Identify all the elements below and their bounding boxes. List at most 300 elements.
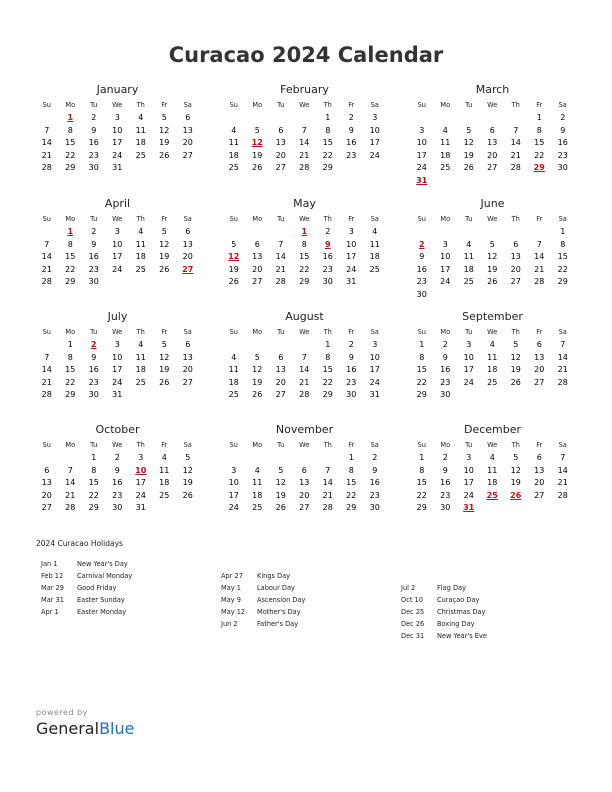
- day: 29: [322, 390, 333, 399]
- day: 10: [369, 125, 380, 135]
- empty-day: [410, 226, 434, 239]
- day: 3: [114, 113, 120, 122]
- day: 11: [440, 138, 451, 147]
- day: 14: [275, 252, 286, 261]
- day: 3: [466, 340, 472, 349]
- weekday-header: Su: [42, 215, 51, 223]
- day: 14: [557, 465, 568, 475]
- day: 5: [254, 352, 260, 362]
- day: 28: [65, 503, 76, 512]
- day: 26: [463, 163, 474, 172]
- day: 22: [557, 264, 568, 274]
- day: 17: [369, 138, 380, 147]
- day: 29: [322, 163, 333, 172]
- day: 12: [487, 252, 498, 261]
- day: 5: [231, 239, 237, 249]
- day: 17: [112, 365, 123, 374]
- day: 16: [557, 138, 568, 147]
- day: 16: [322, 252, 333, 261]
- day: 23: [88, 264, 99, 274]
- day: 26: [252, 390, 263, 399]
- day: 24: [112, 377, 123, 387]
- weekday-header: Sa: [558, 101, 567, 109]
- day: 17: [135, 478, 146, 487]
- weekday-header: Mo: [440, 101, 451, 109]
- day: 2: [560, 113, 566, 122]
- empty-day: [35, 452, 59, 465]
- empty-day: [269, 452, 293, 465]
- day: 10: [112, 125, 123, 135]
- day: 26: [159, 264, 170, 274]
- day: 4: [489, 453, 495, 462]
- day: 16: [369, 478, 380, 487]
- day: 19: [463, 150, 474, 160]
- day: 5: [161, 227, 167, 236]
- holiday-day: 26: [510, 490, 522, 500]
- day: 5: [513, 453, 519, 462]
- day: 6: [185, 113, 191, 122]
- day: 26: [252, 163, 263, 172]
- day: 25: [369, 264, 380, 274]
- holiday-name: Father's Day: [257, 620, 299, 628]
- empty-day: [528, 226, 552, 239]
- holiday-date: May 9: [221, 596, 241, 604]
- holiday-day: 2: [418, 239, 425, 249]
- day: 5: [254, 125, 260, 135]
- holiday-day: 9: [324, 239, 331, 249]
- page-title: Curacao 2024 Calendar: [168, 43, 444, 67]
- month-may: [222, 197, 387, 289]
- day: 11: [463, 252, 474, 261]
- weekday-header: Tu: [465, 101, 473, 109]
- day: 20: [534, 365, 545, 374]
- day: 23: [88, 150, 99, 160]
- day: 7: [301, 352, 307, 362]
- holiday-date: Feb 12: [41, 572, 64, 580]
- empty-day: [293, 339, 317, 352]
- day: 8: [419, 465, 425, 475]
- empty-day: [246, 226, 270, 239]
- weekday-header: Th: [136, 328, 145, 336]
- day: 19: [275, 490, 286, 500]
- day: 5: [185, 453, 191, 462]
- day: 8: [419, 352, 425, 362]
- day: 20: [182, 138, 193, 147]
- holiday-row: [401, 582, 487, 594]
- weekday-header: Su: [42, 441, 51, 449]
- day: 1: [419, 340, 425, 349]
- day: 21: [534, 264, 545, 274]
- month-december: [410, 423, 575, 515]
- day: 3: [231, 465, 237, 475]
- day: 25: [487, 377, 498, 387]
- weekday-header: Sa: [370, 101, 379, 109]
- day: 17: [440, 264, 451, 274]
- day: 10: [416, 138, 427, 147]
- day: 23: [112, 490, 123, 500]
- day: 21: [557, 478, 568, 487]
- day: 15: [65, 252, 76, 261]
- brand-logo: [36, 719, 134, 738]
- day: 24: [440, 277, 451, 286]
- day: 21: [65, 490, 76, 500]
- day: 22: [322, 377, 333, 387]
- weekday-header: Mo: [252, 215, 263, 223]
- day: 23: [322, 264, 333, 274]
- weekday-header: Tu: [465, 328, 473, 336]
- brand-name-blue: Blue: [99, 719, 135, 738]
- holiday-date: Dec 31: [401, 632, 425, 640]
- month-name: May: [293, 197, 316, 210]
- day: 5: [489, 239, 495, 249]
- empty-day: [35, 112, 59, 125]
- weekday-header: Su: [417, 441, 426, 449]
- day: 23: [557, 150, 568, 160]
- day: 13: [487, 138, 498, 147]
- day: 13: [534, 352, 545, 362]
- day: 19: [159, 252, 170, 261]
- day: 22: [534, 150, 545, 160]
- empty-day: [246, 112, 270, 125]
- holiday-day: 1: [67, 227, 74, 236]
- day: 2: [91, 227, 97, 236]
- day: 3: [466, 453, 472, 462]
- empty-day: [222, 339, 246, 352]
- weekday-header: Th: [323, 215, 332, 223]
- day: 2: [114, 453, 120, 462]
- day: 16: [346, 138, 357, 147]
- holiday-row: [41, 582, 132, 594]
- weekday-header: Th: [323, 441, 332, 449]
- month-april: [35, 197, 200, 289]
- empty-day: [35, 226, 59, 239]
- day: 24: [346, 264, 357, 274]
- month-name: October: [95, 423, 140, 436]
- day: 14: [322, 478, 333, 487]
- day: 2: [372, 453, 378, 462]
- weekday-header: Th: [323, 328, 332, 336]
- empty-day: [222, 112, 246, 125]
- day: 16: [440, 365, 451, 374]
- day: 28: [41, 163, 52, 172]
- weekday-header: Su: [229, 441, 238, 449]
- holiday-column: [221, 570, 305, 630]
- weekday-header: Sa: [370, 441, 379, 449]
- day: 29: [65, 163, 76, 172]
- day: 27: [534, 377, 545, 387]
- month-name: March: [475, 83, 510, 96]
- day: 21: [299, 150, 310, 160]
- weekday-header: Sa: [183, 328, 192, 336]
- holiday-date: Apr 1: [41, 608, 59, 616]
- day: 4: [138, 227, 144, 236]
- weekday-header: Fr: [161, 101, 168, 109]
- weekday-header: Fr: [348, 328, 355, 336]
- weekday-header: Fr: [536, 215, 543, 223]
- day: 7: [278, 239, 284, 249]
- weekday-header: Tu: [90, 101, 98, 109]
- empty-day: [457, 112, 481, 125]
- day: 13: [275, 365, 286, 374]
- weekday-header: We: [487, 328, 498, 336]
- month-name: September: [462, 310, 523, 323]
- holiday-date: May 1: [221, 584, 241, 592]
- holiday-row: [41, 594, 132, 606]
- weekday-header: Tu: [277, 328, 285, 336]
- holiday-row: [221, 570, 305, 582]
- day: 21: [41, 264, 52, 274]
- day: 26: [159, 150, 170, 160]
- day: 3: [348, 227, 354, 236]
- day: 12: [510, 352, 521, 362]
- weekday-header: Fr: [348, 441, 355, 449]
- day: 21: [41, 150, 52, 160]
- day: 25: [135, 377, 146, 387]
- day: 17: [112, 138, 123, 147]
- weekday-header: We: [487, 101, 498, 109]
- day: 15: [65, 365, 76, 374]
- day: 31: [369, 390, 380, 399]
- holiday-day: 25: [486, 490, 498, 500]
- day: 2: [348, 340, 354, 349]
- holiday-name: New Year's Eve: [437, 632, 487, 640]
- day: 26: [487, 277, 498, 286]
- day: 29: [88, 503, 99, 512]
- day: 27: [182, 150, 193, 160]
- day: 28: [275, 277, 286, 286]
- day: 8: [560, 239, 566, 249]
- day: 17: [463, 365, 474, 374]
- day: 7: [536, 239, 542, 249]
- day: 24: [416, 163, 427, 172]
- holiday-day: 31: [416, 175, 428, 185]
- day: 7: [67, 465, 73, 475]
- day: 16: [88, 138, 99, 147]
- weekday-header: Mo: [440, 441, 451, 449]
- day: 23: [88, 377, 99, 387]
- empty-day: [481, 226, 505, 239]
- day: 4: [442, 125, 448, 135]
- day: 28: [557, 490, 568, 500]
- holiday-row: [401, 630, 487, 642]
- day: 25: [228, 390, 239, 399]
- holiday-day: 29: [533, 163, 545, 172]
- day: 24: [463, 490, 474, 500]
- empty-day: [434, 112, 458, 125]
- weekday-header: Fr: [348, 215, 355, 223]
- day: 27: [275, 390, 286, 399]
- day: 4: [161, 453, 167, 462]
- holiday-date: Dec 26: [401, 620, 425, 628]
- day: 9: [348, 352, 354, 362]
- day: 24: [463, 377, 474, 387]
- weekday-header: Tu: [465, 441, 473, 449]
- day: 26: [159, 377, 170, 387]
- holiday-date: Mar 31: [41, 596, 64, 604]
- day: 19: [159, 365, 170, 374]
- weekday-header: Mo: [252, 441, 263, 449]
- day: 28: [299, 390, 310, 399]
- day: 17: [416, 150, 427, 160]
- day: 10: [346, 239, 357, 249]
- empty-day: [434, 226, 458, 239]
- day: 7: [44, 125, 50, 135]
- day: 11: [252, 478, 263, 487]
- day: 20: [487, 150, 498, 160]
- day: 15: [299, 252, 310, 261]
- day: 22: [416, 490, 427, 500]
- powered-by-text: powered by: [36, 708, 88, 717]
- day: 21: [510, 150, 521, 160]
- weekday-header: We: [299, 215, 310, 223]
- day: 27: [252, 277, 263, 286]
- weekday-header: Mo: [65, 328, 76, 336]
- day: 31: [135, 503, 146, 512]
- day: 22: [65, 150, 76, 160]
- day: 5: [161, 340, 167, 349]
- day: 3: [419, 125, 425, 135]
- day: 3: [442, 239, 448, 249]
- day: 25: [463, 277, 474, 286]
- day: 15: [65, 138, 76, 147]
- day: 8: [67, 352, 73, 362]
- day: 1: [536, 113, 542, 122]
- empty-day: [35, 339, 59, 352]
- day: 7: [513, 125, 519, 135]
- day: 11: [228, 138, 239, 147]
- day: 22: [299, 264, 310, 274]
- day: 13: [534, 465, 545, 475]
- holiday-name: Ascension Day: [257, 596, 306, 604]
- day: 20: [182, 365, 193, 374]
- weekday-header: We: [112, 328, 123, 336]
- weekday-header: We: [299, 441, 310, 449]
- day: 2: [442, 453, 448, 462]
- month-name: August: [285, 310, 324, 323]
- day: 22: [416, 377, 427, 387]
- empty-day: [293, 452, 317, 465]
- day: 2: [91, 113, 97, 122]
- day: 7: [560, 453, 566, 462]
- day: 25: [252, 503, 263, 512]
- day: 18: [252, 490, 263, 500]
- day: 15: [416, 478, 427, 487]
- month-name: November: [275, 423, 334, 436]
- day: 6: [301, 465, 307, 475]
- day: 27: [510, 277, 521, 286]
- day: 24: [369, 377, 380, 387]
- weekday-header: We: [112, 441, 123, 449]
- month-march: [410, 83, 575, 187]
- day: 13: [182, 239, 193, 249]
- day: 23: [369, 490, 380, 500]
- day: 30: [440, 503, 451, 512]
- day: 1: [91, 453, 97, 462]
- holiday-row: [41, 570, 132, 582]
- day: 19: [252, 150, 263, 160]
- day: 3: [114, 227, 120, 236]
- weekday-header: Tu: [90, 215, 98, 223]
- holiday-day: 12: [228, 252, 240, 261]
- empty-day: [504, 112, 528, 125]
- day: 18: [487, 365, 498, 374]
- day: 30: [346, 390, 357, 399]
- day: 11: [487, 352, 498, 362]
- day: 4: [254, 465, 260, 475]
- day: 21: [275, 264, 286, 274]
- day: 19: [228, 264, 239, 274]
- day: 23: [440, 377, 451, 387]
- holiday-name: Easter Monday: [77, 608, 127, 616]
- day: 5: [513, 340, 519, 349]
- day: 1: [67, 340, 73, 349]
- holiday-date: Jul 2: [401, 584, 416, 592]
- day: 8: [536, 125, 542, 135]
- month-june: [410, 197, 575, 301]
- day: 15: [346, 478, 357, 487]
- day: 14: [534, 252, 545, 261]
- day: 6: [489, 125, 495, 135]
- holiday-name: Mother's Day: [257, 608, 301, 616]
- day: 23: [346, 377, 357, 387]
- day: 6: [254, 239, 260, 249]
- holiday-name: Easter Sunday: [77, 596, 125, 604]
- holiday-column: [401, 582, 487, 642]
- day: 28: [557, 377, 568, 387]
- day: 18: [228, 150, 239, 160]
- holiday-date: Oct 10: [401, 596, 423, 604]
- day: 6: [44, 465, 50, 475]
- weekday-header: Sa: [370, 328, 379, 336]
- day: 4: [231, 352, 237, 362]
- empty-day: [222, 452, 246, 465]
- holiday-row: [401, 618, 487, 630]
- day: 23: [440, 490, 451, 500]
- day: 21: [41, 377, 52, 387]
- day: 3: [138, 453, 144, 462]
- day: 24: [369, 150, 380, 160]
- day: 12: [252, 365, 263, 374]
- holiday-day: 2: [90, 340, 97, 349]
- day: 10: [369, 352, 380, 362]
- weekday-header: Su: [229, 215, 238, 223]
- weekday-header: Sa: [183, 101, 192, 109]
- day: 14: [299, 365, 310, 374]
- empty-day: [457, 226, 481, 239]
- holiday-row: [221, 618, 305, 630]
- weekday-header: Fr: [161, 441, 168, 449]
- weekday-header: Mo: [65, 215, 76, 223]
- day: 27: [275, 163, 286, 172]
- weekday-header: Th: [511, 441, 520, 449]
- day: 30: [440, 390, 451, 399]
- day: 10: [440, 252, 451, 261]
- empty-day: [269, 112, 293, 125]
- day: 28: [322, 503, 333, 512]
- month-name: February: [280, 83, 329, 96]
- empty-day: [481, 112, 505, 125]
- day: 20: [182, 252, 193, 261]
- weekday-header: Mo: [252, 101, 263, 109]
- day: 8: [348, 465, 354, 475]
- day: 18: [440, 150, 451, 160]
- holiday-name: New Year's Day: [77, 560, 128, 568]
- day: 13: [252, 252, 263, 261]
- holiday-name: Labour Day: [257, 584, 295, 592]
- weekday-header: Su: [417, 328, 426, 336]
- day: 13: [275, 138, 286, 147]
- holiday-name: Flag Day: [437, 584, 466, 592]
